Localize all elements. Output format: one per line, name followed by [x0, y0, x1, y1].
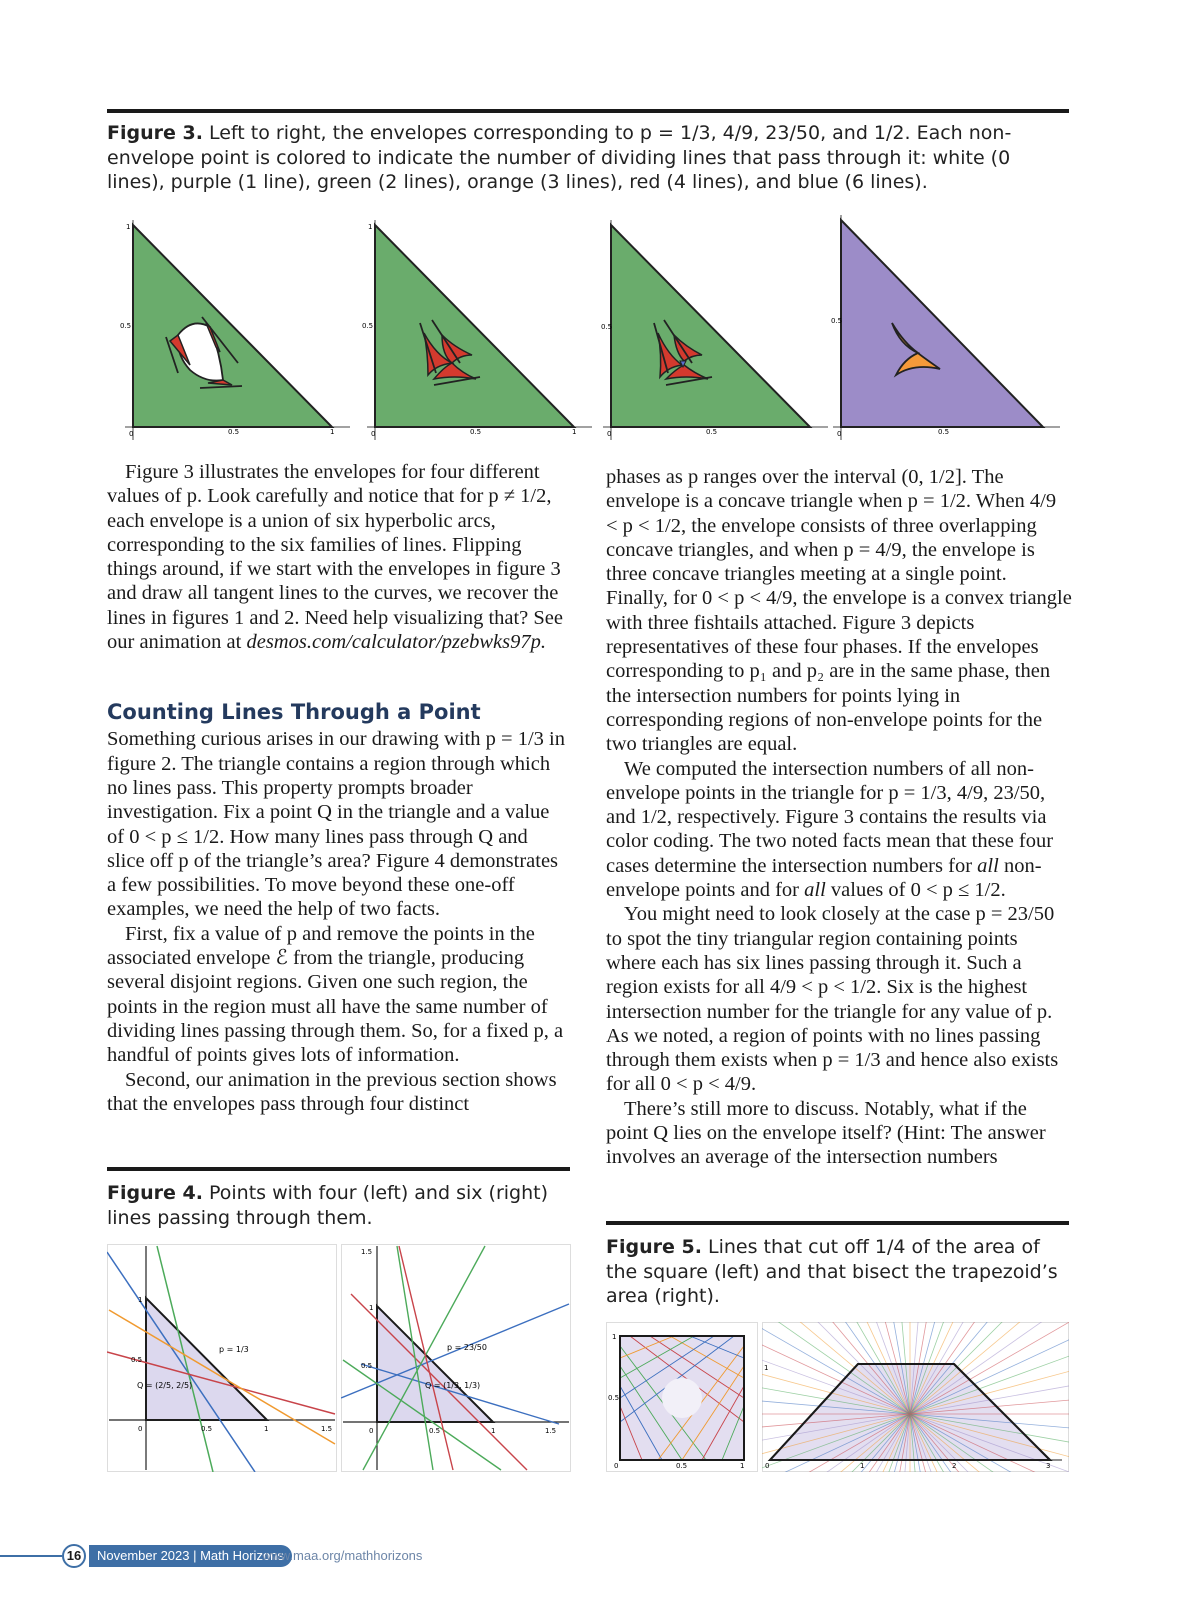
figure4-caption-text: Points with four (left) and six (right) lines passing through them. [107, 1182, 549, 1229]
figure3-caption [107, 121, 1062, 195]
tick-1: 1 [126, 223, 131, 231]
tick-1-5: 1.5 [321, 1425, 333, 1433]
tick-0: 0 [369, 1427, 374, 1435]
tick-1: 1 [369, 1304, 374, 1312]
tick-3: 3 [1046, 1462, 1051, 1470]
figure3-top-rule [107, 109, 1069, 113]
panel-p-4-9 [362, 220, 592, 440]
right-column [606, 465, 1072, 1170]
right-paragraph-1: phases as p ranges over the interval (0, 1/2]. The envelope is a concave triangle when p = 1/2. When 4/9 < p < 1/2, the envelope consists of three overlapping concave triangles, and when p = 4/9, the envelope is three concave triangles meeting at a single point. Finally, for 0 < p < 4/9, the envelope is a convex triangle with three fishtails attached. Figure 3 depicts representatives of these four phases. If the envelopes corresponding to p₁ and p₂ are in the same phase, then the intersection numbers for points lying in corresponding regions of non-envelope points for the two triangles are equal. [606, 466, 1072, 756]
triangle-purple-region [841, 220, 1043, 427]
issue-label: November 2023 | Math Horizons [89, 1545, 292, 1567]
white-region [662, 1378, 702, 1418]
tick-1-5: 1.5 [361, 1248, 373, 1256]
figure5-right-plot [762, 1322, 1069, 1472]
figure5-left-plot [606, 1322, 758, 1472]
tick-0-5: 0.5 [361, 1362, 373, 1370]
tick-1: 1 [612, 1333, 617, 1341]
tick-0-5: 0.5 [676, 1462, 688, 1470]
left-column [107, 460, 567, 1116]
figure4-caption [107, 1181, 570, 1230]
figure5-label: Figure 5. [606, 1236, 702, 1258]
triangle-green-region [375, 225, 574, 427]
figure4-left-plot [107, 1244, 337, 1472]
p-label: p = 1/3 [219, 1345, 249, 1354]
tick-0-5: 0.5 [601, 323, 613, 331]
panel-p-1-3 [120, 220, 350, 440]
figure3-panels [100, 205, 1070, 450]
tick-1: 1 [860, 1462, 865, 1470]
tick-0: 0 [129, 430, 134, 438]
tick-1-5: 1.5 [545, 1427, 557, 1435]
tick-1: 1 [764, 1364, 769, 1372]
footer-url[interactable]: www.maa.org/mathhorizons [262, 1548, 423, 1563]
tick-1: 1 [572, 428, 577, 436]
section-heading: Counting Lines Through a Point [107, 700, 481, 725]
tick-0: 0 [614, 1462, 619, 1470]
right-paragraph-4: There’s still more to discuss. Notably, what if the point Q lies on the envelope itself? (Hint: The answer involves an average of the intersection numbers [606, 1097, 1046, 1169]
tick-0-5: 0.5 [131, 1356, 143, 1364]
tick-1: 1 [264, 1425, 269, 1433]
panel-p-23-50 [601, 220, 828, 440]
tick-0-5: 0.5 [201, 1425, 213, 1433]
footer-rule [0, 1555, 62, 1557]
tick-0: 0 [837, 430, 842, 438]
tick-0-5: 0.5 [362, 322, 374, 330]
q-label: Q = (2/5, 2/5) [137, 1381, 193, 1390]
figure5-caption [606, 1235, 1069, 1309]
tick-1: 1 [330, 428, 335, 436]
tick-0-5: 0.5 [831, 317, 843, 325]
left-paragraph-3: First, fix a value of p and remove the points in the associated envelope ℰ from the triangle, producing several disjoint regions. Given one such region, the points in the region must all have the same number of dividing lines passing through them. So, for a fixed p, a handful of points gives lots of information. [107, 922, 564, 1067]
figure4-right-plot [341, 1244, 571, 1472]
figure4-top-rule [107, 1167, 570, 1171]
page-footer [0, 1542, 423, 1570]
tick-0-5: 0.5 [470, 428, 482, 436]
p-label: p = 23/50 [447, 1343, 487, 1352]
figure5-caption-text: Lines that cut off 1/4 of the area of the square (left) and that bisect the trapezoid’s area (right). [606, 1236, 1058, 1307]
right-paragraph-2: We computed the intersection numbers of all non-envelope points in the triangle for p = 1/3, 4/9, 23/50, and 1/2, respectively. Figure 3 contains the results via color coding. The two noted facts mean that these four cases determine the intersection numbers for all non-envelope points and for all values of 0 < p ≤ 1/2. [606, 757, 1054, 902]
right-paragraph-3: You might need to look closely at the case p = 23/50 to spot the tiny triangular region containing points where each has six lines passing through it. Such a region exists for all 4/9 < p < 1/2. Six is the highest intersection number for the triangle for any value of p. As we noted, a region of points with no lines passing through them exists when p = 1/3 and hence also exists for all 0 < p < 4/9. [606, 903, 1059, 1096]
tick-0: 0 [607, 430, 612, 438]
tick-0-5: 0.5 [608, 1394, 620, 1402]
left-paragraph-2: Something curious arises in our drawing with p = 1/3 in figure 2. The triangle contains a region through which no lines pass. This property prompts broader investigation. Fix a point Q in the triangle and a value of 0 < p ≤ 1/2. How many lines pass through Q and slice off p of the triangle’s area? Figure 4 demonstrates a few possibilities. To move beyond these one-off examples, we need the help of two facts. [107, 728, 565, 921]
q-label: Q = (1/3, 1/3) [425, 1381, 481, 1390]
tick-1: 1 [368, 223, 373, 231]
tick-1: 1 [740, 1462, 745, 1470]
tick-1: 1 [138, 1296, 143, 1304]
tick-0: 0 [765, 1462, 770, 1470]
tick-0-5: 0.5 [429, 1427, 441, 1435]
tick-0-5: 0.5 [706, 428, 718, 436]
tick-2: 2 [952, 1462, 957, 1470]
figure4-label: Figure 4. [107, 1182, 203, 1204]
tick-0-5: 0.5 [228, 428, 240, 436]
triangle-green-region [133, 225, 332, 427]
left-paragraph-4: Second, our animation in the previous section shows that the envelopes pass through four distinct [107, 1068, 557, 1115]
figure3-caption-text: Left to right, the envelopes corresponding to p = 1/3, 4/9, 23/50, and 1/2. Each non-envelope point is colored to indicate the number of dividing lines that pass through it: white (0 lines), purple (1 line), green (2 lines), orange (3 lines), red (4 lines), and blue (6 lines). [107, 122, 1012, 193]
tick-0-5: 0.5 [120, 322, 132, 330]
left-paragraph-1: Figure 3 illustrates the envelopes for four different values of p. Look carefully and notice that for p ≠ 1/2, each envelope is a union of six hyperbolic arcs, corresponding to the six families of lines. Flipping things around, if we start with the envelopes in figure 3 and draw all tangent lines to the curves, we recover the lines in figures 1 and 2. Need help visualizing that? See our animation at desmos.com/calculator/pzebwks97p. [107, 461, 564, 654]
tick-0: 0 [371, 430, 376, 438]
figure3-label: Figure 3. [107, 122, 203, 144]
figure5-top-rule [606, 1221, 1069, 1225]
tick-0: 0 [138, 1425, 143, 1433]
tick-0-5: 0.5 [938, 428, 950, 436]
triangle-green-region [611, 225, 810, 427]
page-number: 16 [62, 1544, 86, 1568]
panel-p-1-2 [831, 215, 1060, 440]
desmos-link[interactable]: desmos.com/calculator/pzebwks97p. [246, 631, 546, 654]
tick-1: 1 [491, 1427, 496, 1435]
